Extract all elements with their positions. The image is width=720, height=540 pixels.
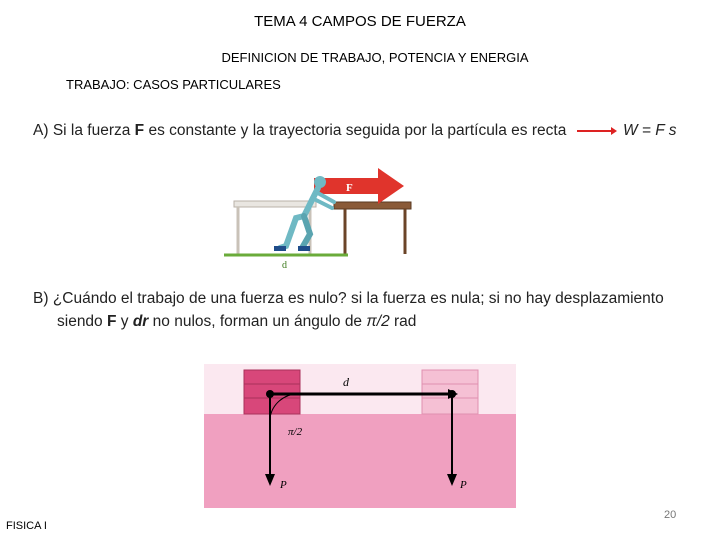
p-label-right: P xyxy=(460,479,467,491)
case-a-text-1: Si la fuerza xyxy=(52,122,131,139)
displacement-symbol: dr xyxy=(132,313,149,330)
case-b-line-1 xyxy=(33,290,664,308)
page-number: 20 xyxy=(664,509,677,521)
case-a-statement xyxy=(33,122,677,140)
case-b-letter: B) xyxy=(33,290,49,307)
figure-pushing-table xyxy=(218,168,418,270)
pink-floor xyxy=(204,414,516,508)
red-arrow-icon xyxy=(577,130,615,132)
case-b-text: rad xyxy=(394,313,417,330)
force-symbol: F xyxy=(107,313,117,330)
p-label-left: P xyxy=(280,479,287,491)
case-b-text: y xyxy=(120,313,129,330)
case-a-text-2: es constante y la trayectoria seguida por la partícula es recta xyxy=(148,122,567,139)
page-title: TEMA 4 CAMPOS DE FUERZA xyxy=(254,13,466,30)
figure-perpendicular-forces xyxy=(204,364,516,508)
displacement-label: d xyxy=(282,260,287,270)
case-b-text: siendo xyxy=(57,313,103,330)
angle-symbol: π/2 xyxy=(366,313,390,330)
footer-course: FISICA I xyxy=(6,520,47,532)
d-label: d xyxy=(343,375,349,389)
case-a-formula: W = F s xyxy=(622,122,677,139)
section-heading: TRABAJO: CASOS PARTICULARES xyxy=(66,77,281,92)
case-a-force-symbol: F xyxy=(134,122,145,139)
angle-label: π/2 xyxy=(288,426,303,438)
case-b-text: no nulos, forman un ángulo de xyxy=(152,313,363,330)
force-label: F xyxy=(346,182,353,194)
case-b-line-2 xyxy=(57,313,416,331)
case-a-letter: A) xyxy=(33,122,49,139)
table-top xyxy=(334,202,411,209)
page-subtitle: DEFINICION DE TRABAJO, POTENCIA Y ENERGIA xyxy=(221,50,529,65)
small-table-top xyxy=(234,201,316,207)
case-b-question: ¿Cuándo el trabajo de una fuerza es nulo? si la fuerza es nula; si no hay desplazamiento xyxy=(52,290,664,307)
